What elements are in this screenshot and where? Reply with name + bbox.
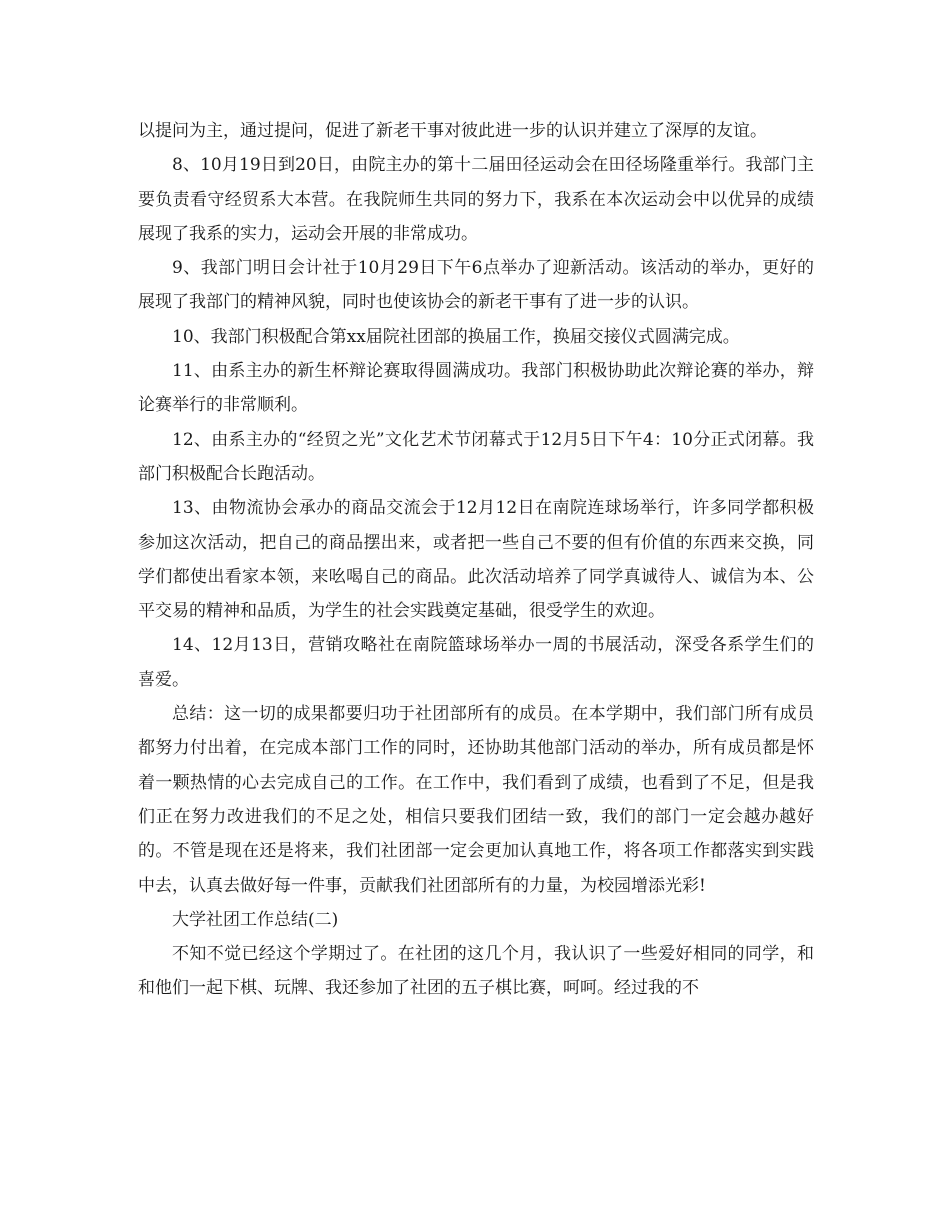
paragraph: 总结：这一切的成果都要归功于社团部所有的成员。在本学期中，我们部门所有成员都努力付出着，在完成本部门工作的同时，还协助其他部门活动的举办，所有成员都是怀着一颗热情的心去完成自己的工作。在工作中，我们看到了成绩，也看到了不足，但是我们正在努力改进我们的不足之处，相信只要我们团结一致，我们的部门一定会越办越好的。不管是现在还是将来，我们社团部一定会更加认真地工作，将各项工作都落实到实践中去，认真去做好每一件事，贡献我们社团部所有的力量，为校园增添光彩! [138,704,814,896]
paragraph: 9、我部门明日会计社于10月29日下午6点举办了迎新活动。该活动的举办，更好的展现了我部门的精神风貌，同时也使该协会的新老干事有了进一步的认识。 [138,258,814,313]
paragraph: 13、由物流协会承办的商品交流会于12月12日在南院连球场举行，许多同学都积极参加这次活动，把自己的商品摆出来，或者把一些自己不要的但有价值的东西来交换，同学们都使出看家本领，来吆喝自己的商品。此次活动培养了同学真诚待人、诚信为本、公平交易的精神和品质，为学生的社会实践奠定基础，很受学生的欢迎。 [138,498,814,622]
paragraph: 14、12月13日，营销攻略社在南院篮球场举办一周的书展活动，深受各系学生们的喜爱。 [138,635,814,690]
paragraph: 以提问为主，通过提问，促进了新老干事对彼此进一步的认识并建立了深厚的友谊。 [138,121,767,141]
document-body [138,114,814,1006]
paragraph: 11、由系主办的新生杯辩论赛取得圆满成功。我部门积极协助此次辩论赛的举办，辩论赛举行的非常顺利。 [138,361,814,416]
paragraph: 不知不觉已经这个学期过了。在社团的这几个月，我认识了一些爱好相同的同学，和和他们一起下棋、玩牌、我还参加了社团的五子棋比赛，呵呵。经过我的不 [138,944,814,999]
paragraph: 8、10月19日到20日，由院主办的第十二届田径运动会在田径场隆重举行。我部门主要负责看守经贸系大本营。在我院师生共同的努力下，我系在本次运动会中以优异的成绩展现了我系的实力，运动会开展的非常成功。 [138,155,814,244]
paragraph: 大学社团工作总结(二) [172,909,339,930]
paragraph: 10、我部门积极配合第xx届院社团部的换届工作，换届交接仪式圆满完成。 [172,326,740,347]
paragraph: 12、由系主办的“经贸之光”文化艺术节闭幕式于12月5日下午4：10分正式闭幕。我部门积极配合长跑活动。 [138,429,814,484]
